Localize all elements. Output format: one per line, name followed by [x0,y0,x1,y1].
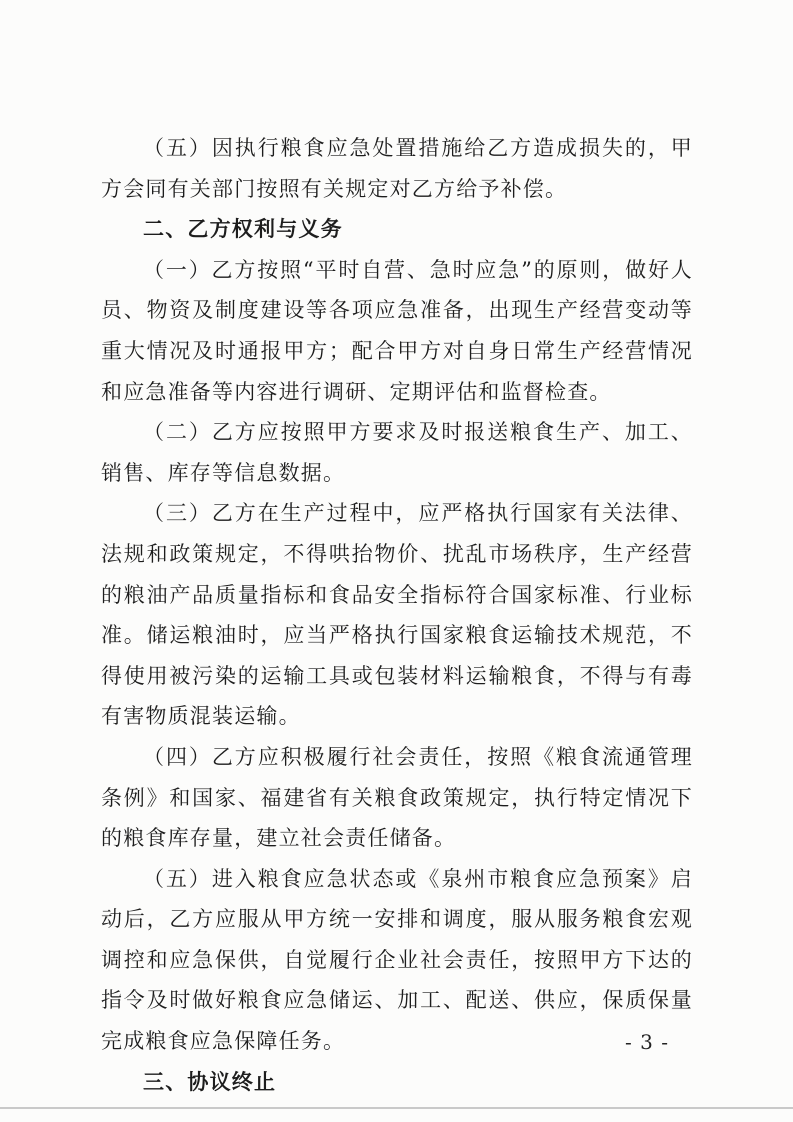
paragraph-social-responsibility: （四）乙方应积极履行社会责任，按照《粮食流通管理条例》和国家、福建省有关粮食政策规定，执行特定情况下的粮食库存量，建立社会责任储备。 [101,744,693,851]
section-heading-party-b-rights: 二、乙方权利与义务 [143,217,343,242]
section-heading-termination: 三、协议终止 [143,1069,277,1094]
page-bottom-divider [0,1107,793,1109]
paragraph-data-reporting: （二）乙方应按照甲方要求及时报送粮食生产、加工、销售、库存等信息数据。 [101,420,693,485]
paragraph-emergency-preparation: （一）乙方按照“平时自营、急时应急”的原则，做好人员、物资及制度建设等各项应急准备，出现生产经营变动等重大情况及时通报甲方；配合甲方对自身日常生产经营情况和应急准备等内容进行调研、定期评估和监督检查。 [101,257,693,404]
page-number: - 3 - [625,1030,669,1054]
paragraph-compensation: （五）因执行粮食应急处置措施给乙方造成损失的，甲方会同有关部门按照有关规定对乙方给予补偿。 [101,136,693,201]
paragraph-emergency-dispatch: （五）进入粮食应急状态或《泉州市粮食应急预案》启动后，乙方应服从甲方统一安排和调度，服从服务粮食宏观调控和应急保供，自觉履行企业社会责任，按照甲方下达的指令及时做好粮食应急储运、加工、配送、供应，保质保量完成粮食应急保障任务。 [101,866,693,1054]
paragraph-production-compliance: （三）乙方在生产过程中，应严格执行国家有关法律、法规和政策规定，不得哄抬物价、扰乱市场秩序，生产经营的粮油产品质量指标和食品安全指标符合国家标准、行业标准。储运粮油时，应当严格执行国家粮食运输技术规范，不得使用被污染的运输工具或包装材料运输粮食，不得与有毒有害物质混装运输。 [101,501,693,729]
document-body [101,128,693,1102]
